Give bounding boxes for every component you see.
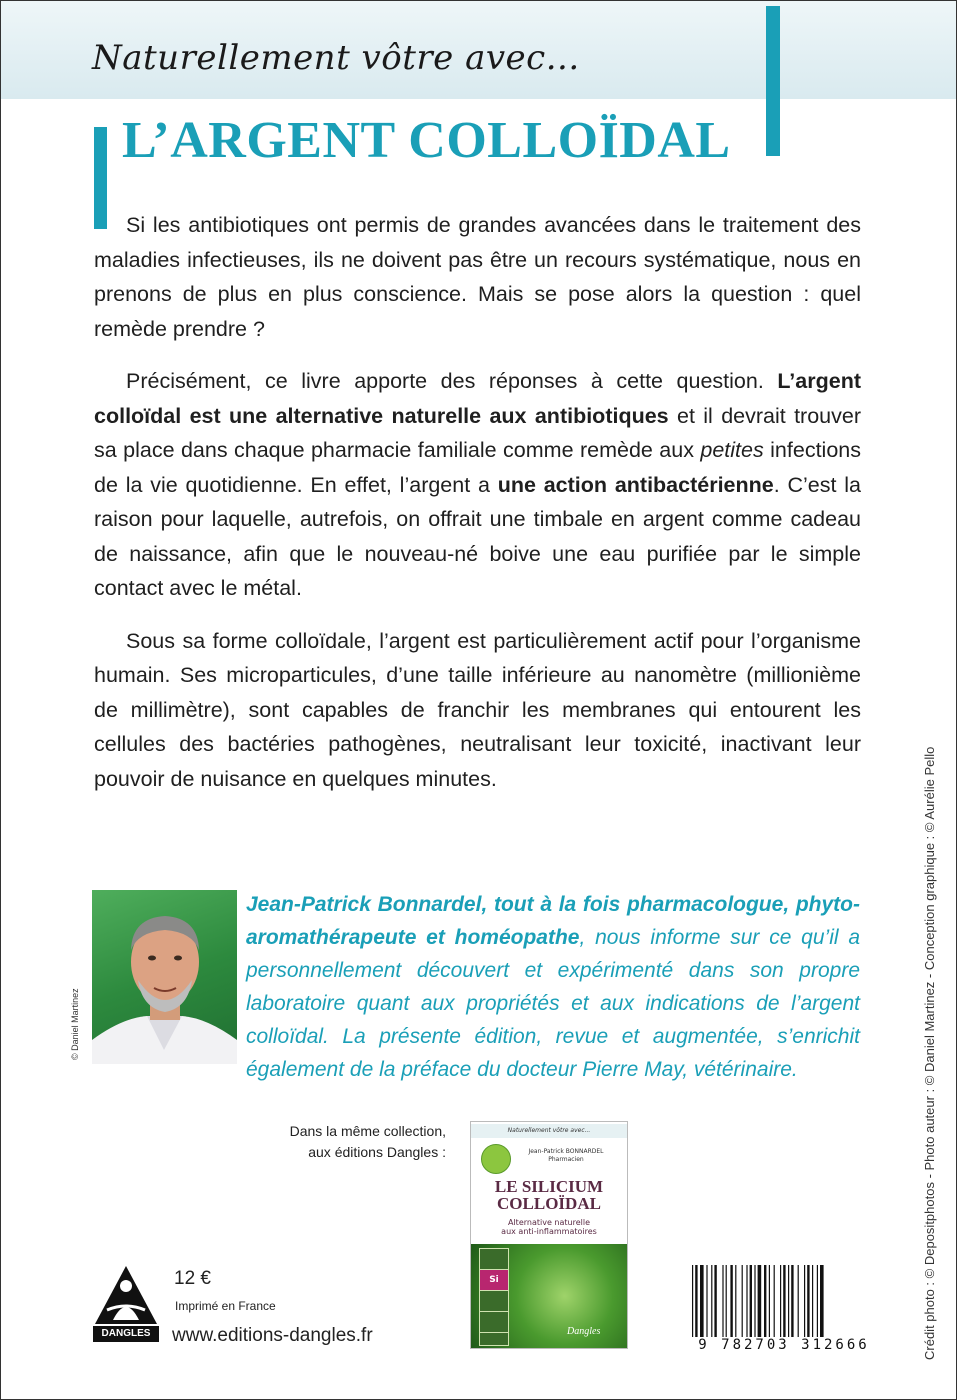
related-book-subtitle-line-1: Alternative naturelle xyxy=(507,1218,590,1227)
related-book-publisher: Dangles xyxy=(567,1326,601,1337)
barcode-bar xyxy=(783,1265,785,1337)
isbn-digits: 9 782703 312666 xyxy=(698,1337,870,1353)
barcode-bar xyxy=(758,1265,762,1337)
dangles-logo-label: DANGLES xyxy=(93,1326,159,1342)
barcode-bar xyxy=(700,1265,704,1337)
related-book-title xyxy=(471,1178,627,1212)
paragraph-2-text-3: . C’est la raison pour laquelle, autrefois, on offrait une timbale en argent comme cadeau de naissance, afin que le nouveau-né boive une eau purifiée par le simple contact avec le métal. xyxy=(94,472,861,600)
collection-line-2: aux éditions Dangles : xyxy=(308,1144,446,1160)
barcode-bar xyxy=(798,1265,799,1337)
barcode-bar xyxy=(754,1265,755,1337)
author-photo xyxy=(92,890,237,1064)
paragraph-3: Sous sa forme colloïdale, l’argent est particulièrement actif pour l’organisme humain. Ses microparticules, d’une taille inférieure au nanomètre (millionième de millimètre), sont capables de franchir les membranes qui entourent les cellules des bactéries pathogènes, neutralisant leur toxicité, inactivant leur pouvoir de nuisance en quelques minutes. xyxy=(94,628,861,791)
barcode-bar xyxy=(750,1265,752,1337)
periodic-cell-silicium: Si xyxy=(480,1270,508,1291)
collection-note xyxy=(200,1121,446,1163)
paragraph-2-intro: Précisément, ce livre apporte des réponses à cette question. xyxy=(126,369,778,393)
related-book-subtitle-line-2: aux anti-inflammatoires xyxy=(501,1227,597,1236)
printed-in: Imprimé en France xyxy=(175,1299,276,1313)
author-bio-text: , nous informe sur ce qu’il a personnellement découvert et expérimenté dans son propre laboratoire quant aux propriétés et aux indications de l’argent colloïdal. La présente édition, revue et augmentée, s’enrichit également de la préface du docteur Pierre May, vétérinaire. xyxy=(246,926,860,1081)
book-title: L’ARGENT COLLOÏDAL xyxy=(122,112,731,169)
related-book-author-name: Jean-Patrick BONNARDEL xyxy=(528,1148,604,1155)
price: 12 € xyxy=(174,1268,211,1289)
paragraph-2-highlight: L’argent colloïdal est une alternative naturelle aux antibiotiques xyxy=(94,369,861,428)
barcode-bar xyxy=(726,1265,727,1337)
header-accent-bar xyxy=(766,6,780,156)
barcode-bar xyxy=(714,1265,716,1337)
dangles-logo-icon xyxy=(93,1264,159,1326)
periodic-cell xyxy=(480,1291,508,1312)
barcode-bar xyxy=(730,1265,732,1337)
series-title: Naturellement vôtre avec... xyxy=(92,38,580,78)
paragraph-2 xyxy=(94,364,861,606)
barcode-bar xyxy=(742,1265,743,1337)
periodic-cell xyxy=(480,1249,508,1270)
barcode-bar xyxy=(817,1265,818,1337)
design-credits: Crédit photo : © Depositphotos - Photo auteur : © Daniel Martinez - Conception graphique : © Aurélie Pello xyxy=(922,746,937,1360)
author-portrait-illustration xyxy=(92,890,237,1064)
paragraph-2-text: et il devrait trouver sa place dans chaque pharmacie familiale comme remède aux xyxy=(94,403,861,462)
paragraph-2-text-2: infections de la vie quotidienne. En effet, l’argent a xyxy=(94,438,861,497)
periodic-cell xyxy=(480,1312,508,1333)
barcode-bar xyxy=(807,1265,809,1337)
dangles-logo xyxy=(93,1264,159,1342)
barcode-bar xyxy=(780,1265,781,1337)
publisher-website: www.editions-dangles.fr xyxy=(172,1325,373,1346)
barcode-bar xyxy=(820,1265,824,1337)
paragraph-2-emphasis: petites xyxy=(700,438,764,462)
collection-line-1: Dans la même collection, xyxy=(289,1123,446,1139)
barcode-bars-icon xyxy=(690,1265,878,1337)
barcode-bar xyxy=(695,1265,697,1337)
related-book-author xyxy=(511,1148,621,1164)
related-book-cover xyxy=(470,1121,628,1349)
related-book-series: Naturellement vôtre avec... xyxy=(471,1124,627,1138)
related-book-title-line-2: COLLOÏDAL xyxy=(497,1194,601,1213)
barcode-bar xyxy=(706,1265,707,1337)
related-book-subtitle xyxy=(471,1218,627,1236)
barcode-bar xyxy=(746,1265,747,1337)
barcode-bar xyxy=(788,1265,789,1337)
barcode-bar xyxy=(774,1265,775,1337)
related-book-title-line-1: LE SILICIUM xyxy=(494,1177,604,1196)
photo-credit: © Daniel Martinez xyxy=(70,988,80,1060)
author-name: Jean-Patrick Bonnardel, tout à la fois pharmacologue, phyto-aromathérapeute et homéopathe xyxy=(246,893,860,949)
barcode-bar xyxy=(812,1265,813,1337)
related-book-author-role: Pharmacien xyxy=(548,1156,584,1163)
barcode-bar xyxy=(711,1265,712,1337)
barcode-bar xyxy=(764,1265,766,1337)
barcode-bar xyxy=(791,1265,793,1337)
related-book-badge-icon xyxy=(481,1144,511,1174)
back-cover-text xyxy=(94,208,861,814)
related-book-periodic-table-icon xyxy=(479,1248,509,1346)
author-bio xyxy=(246,888,860,1086)
barcode-bar xyxy=(735,1265,736,1337)
barcode-bar xyxy=(722,1265,723,1337)
barcode-bar xyxy=(804,1265,805,1337)
barcode-bar xyxy=(692,1265,693,1337)
paragraph-2-highlight-2: une action antibactérienne xyxy=(497,472,774,497)
barcode-bar xyxy=(769,1265,770,1337)
isbn-barcode xyxy=(690,1265,878,1355)
paragraph-1: Si les antibiotiques ont permis de grandes avancées dans le traitement des maladies infectieuses, ils ne doivent pas être un recours systématique, nous en prenons de plus en plus conscience. Mais se pose alors la question : quel remède prendre ? xyxy=(94,213,861,341)
